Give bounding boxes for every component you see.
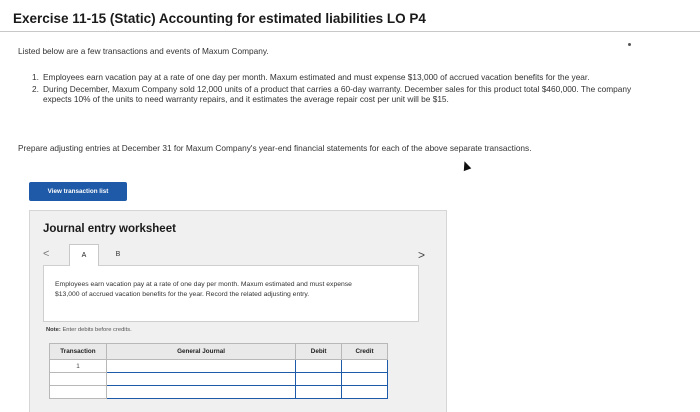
view-transaction-list-button[interactable]: View transaction list [29,182,127,201]
page-title: Exercise 11-15 (Static) Accounting for estimated liabilities LO P4 [13,11,426,26]
table-row [50,373,388,386]
column-header-general-journal: General Journal [106,344,295,360]
journal-table [49,343,388,399]
item-text: Employees earn vacation pay at a rate of one day per month. Maxum estimated and must expense $13,000 of accrued vacation benefits for the year. [43,72,590,82]
table-row [50,386,388,399]
column-header-credit: Credit [342,344,388,360]
credit-input[interactable] [342,386,388,399]
transaction-number: 1 [50,360,107,373]
general-journal-select[interactable] [106,386,295,399]
transaction-number [50,386,107,399]
item-number: 1. [32,72,39,82]
mouse-cursor-icon [461,160,472,171]
entry-description: Employees earn vacation pay at a rate of one day per month. Maxum estimated and must expense $13,000 of accrued vacation benefits for the year. Record the related adjusting entry. [55,281,352,298]
worksheet-title: Journal entry worksheet [43,223,176,235]
credit-input[interactable] [342,360,388,373]
general-journal-select[interactable] [106,373,295,386]
more-dot-icon [628,43,631,46]
item-number: 2. [32,84,39,94]
general-journal-select[interactable] [106,360,295,373]
chevron-left-icon[interactable]: < [43,248,50,260]
note-text: Enter debits before credits. [62,327,132,333]
title-divider [0,31,700,32]
table-row [50,360,388,373]
tab-b[interactable]: B [115,251,121,258]
column-header-debit: Debit [296,344,342,360]
instructions: Prepare adjusting entries at December 31 for Maxum Company's year-end financial statements for each of the above separate transactions. [18,143,532,153]
problem-intro: Listed below are a few transactions and events of Maxum Company. [18,46,269,56]
chevron-right-icon[interactable]: > [418,248,426,262]
debit-input[interactable] [296,360,342,373]
note [46,327,132,333]
table-header-row [50,344,388,360]
note-label: Note: [46,327,61,333]
credit-input[interactable] [342,373,388,386]
tab-a[interactable]: A [69,244,99,266]
transaction-items [32,72,632,106]
transaction-number [50,373,107,386]
debit-input[interactable] [296,386,342,399]
transaction-item-2 [32,84,632,104]
column-header-transaction: Transaction [50,344,107,360]
item-text: During December, Maxum Company sold 12,000 units of a product that carries a 60-day warranty. December sales for this product total $460,000. The company expects 10% of the units to need warranty repairs, and it estimates the average repair cost per unit will be $15. [43,84,632,104]
transaction-item-1 [32,72,632,82]
debit-input[interactable] [296,373,342,386]
